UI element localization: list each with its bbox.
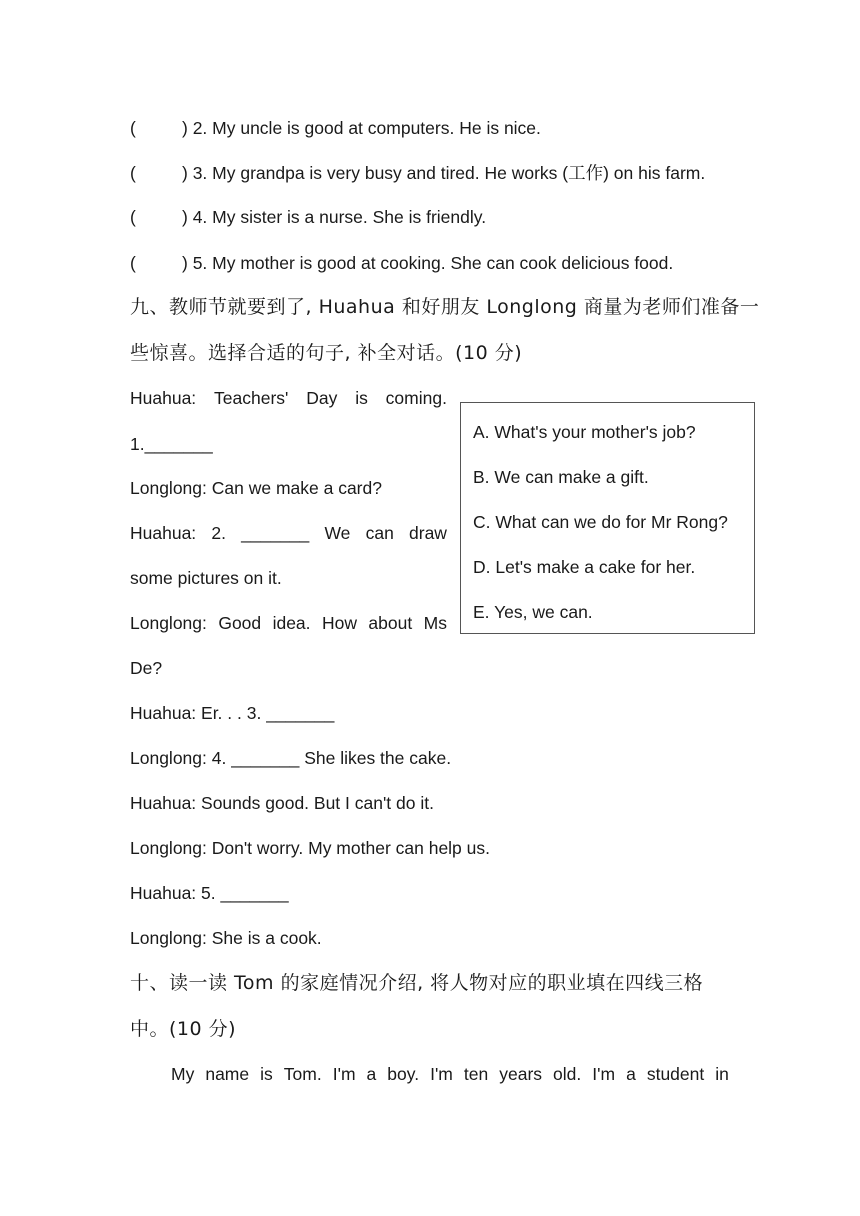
dialogue-word: 2. bbox=[211, 523, 226, 543]
answer-paren: ( bbox=[130, 163, 136, 183]
question-5 bbox=[130, 251, 673, 275]
section-10-title-line-2: 中。(10 分) bbox=[130, 1018, 237, 1040]
option-b: B. We can make a gift. bbox=[473, 467, 649, 487]
option-c: C. What can we do for Mr Rong? bbox=[473, 512, 728, 532]
dialogue-word: Ms bbox=[423, 613, 447, 633]
dialogue-word: How bbox=[321, 613, 357, 633]
dialogue-line-5: some pictures on it. bbox=[130, 568, 282, 588]
passage-line-1 bbox=[171, 1062, 729, 1086]
dialogue-word: can bbox=[365, 523, 394, 543]
passage-word: name bbox=[205, 1064, 250, 1084]
passage-word: I'm bbox=[332, 1064, 356, 1084]
question-text: ) 4. My sister is a nurse. She is friendly. bbox=[182, 207, 487, 227]
dialogue-line-13: Longlong: She is a cook. bbox=[130, 928, 322, 948]
passage-word: Tom. bbox=[283, 1064, 322, 1084]
dialogue-line-9: Longlong: 4. _______ She likes the cake. bbox=[130, 748, 452, 768]
option-a: A. What's your mother's job? bbox=[473, 422, 696, 442]
dialogue-word: Huahua: bbox=[130, 388, 197, 408]
question-text: ) 3. My grandpa is very busy and tired. He works (工作) on his farm. bbox=[182, 163, 706, 183]
dialogue-word: draw bbox=[409, 523, 447, 543]
dialogue-line-1 bbox=[130, 386, 447, 410]
option-d: D. Let's make a cake for her. bbox=[473, 557, 696, 577]
section-9-title-line-2: 些惊喜。选择合适的句子, 补全对话。(10 分) bbox=[130, 342, 523, 364]
dialogue-word: about bbox=[368, 613, 413, 633]
dialogue-word: Huahua: bbox=[130, 523, 197, 543]
dialogue-line-2: 1._______ bbox=[130, 434, 213, 454]
passage-word: a bbox=[366, 1064, 377, 1084]
question-text: ) 2. My uncle is good at computers. He is nice. bbox=[182, 118, 541, 138]
passage-word: boy. bbox=[387, 1064, 420, 1084]
question-3 bbox=[130, 161, 705, 185]
answer-paren: ( bbox=[130, 207, 136, 227]
passage-word: I'm bbox=[430, 1064, 453, 1084]
question-text: ) 5. My mother is good at cooking. She can cook delicious food. bbox=[182, 253, 674, 273]
passage-word: ten bbox=[463, 1064, 489, 1084]
dialogue-word: coming. bbox=[385, 388, 447, 408]
passage-word: old. bbox=[553, 1064, 582, 1084]
answer-paren: ( bbox=[130, 118, 136, 138]
dialogue-line-8: Huahua: Er. . . 3. _______ bbox=[130, 703, 335, 723]
options-box bbox=[460, 402, 755, 634]
passage-word: I'm bbox=[592, 1064, 616, 1084]
section-10-title-line-1: 十、读一读 Tom 的家庭情况介绍, 将人物对应的职业填在四线三格 bbox=[130, 972, 704, 994]
dialogue-word: is bbox=[355, 388, 368, 408]
section-9-title-line-1: 九、教师节就要到了, Huahua 和好朋友 Longlong 商量为老师们准备一 bbox=[130, 296, 760, 318]
passage-word: My bbox=[171, 1064, 195, 1084]
question-4 bbox=[130, 205, 486, 229]
dialogue-line-11: Longlong: Don't worry. My mother can help us. bbox=[130, 838, 490, 858]
passage-word: in bbox=[715, 1064, 729, 1084]
dialogue-word: _______ bbox=[241, 523, 310, 543]
dialogue-word: Teachers' bbox=[214, 388, 289, 408]
dialogue-line-10: Huahua: Sounds good. But I can't do it. bbox=[130, 793, 434, 813]
question-2 bbox=[130, 116, 541, 140]
option-e: E. Yes, we can. bbox=[473, 602, 593, 622]
dialogue-line-6 bbox=[130, 611, 447, 635]
passage-word: a bbox=[626, 1064, 636, 1084]
dialogue-line-12: Huahua: 5. _______ bbox=[130, 883, 289, 903]
passage-word: is bbox=[260, 1064, 273, 1084]
dialogue-word: Day bbox=[306, 388, 338, 408]
dialogue-line-3: Longlong: Can we make a card? bbox=[130, 478, 382, 498]
dialogue-word: Longlong: bbox=[130, 613, 207, 633]
passage-word: student bbox=[646, 1064, 705, 1084]
dialogue-word: We bbox=[324, 523, 351, 543]
dialogue-line-7: De? bbox=[130, 658, 163, 678]
answer-paren: ( bbox=[130, 253, 136, 273]
passage-word: years bbox=[499, 1064, 543, 1084]
dialogue-word: idea. bbox=[272, 613, 311, 633]
dialogue-line-4 bbox=[130, 521, 447, 545]
dialogue-word: Good bbox=[218, 613, 262, 633]
